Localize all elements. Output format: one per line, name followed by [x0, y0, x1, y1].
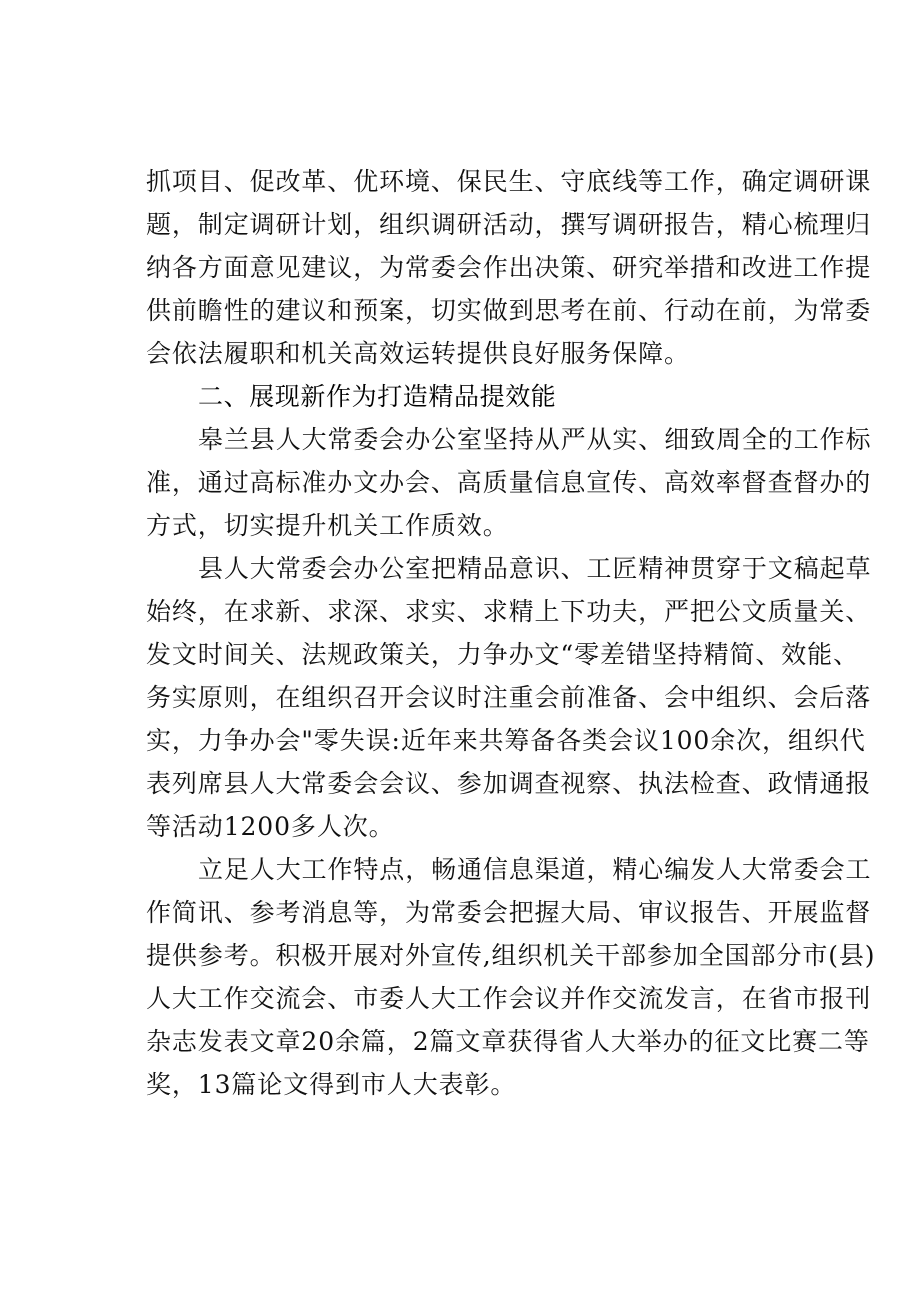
- text-line: 始终，在求新、求深、求实、求精上下功夫，严把公文质量关、: [146, 597, 872, 626]
- text-line: 准，通过高标准办文办会、高质量信息宣传、高效率督查督办的: [146, 468, 872, 497]
- text-line: 供前瞻性的建议和预案，切实做到思考在前、行动在前，为常委: [146, 296, 872, 325]
- text-line: 抓项目、促改革、优环境、保民生、守底线等工作，确定调研课: [146, 167, 872, 196]
- text-line: 纳各方面意见建议，为常委会作出决策、研究举措和改进工作提: [146, 253, 872, 282]
- text-line: 杂志发表文章20余篇，2篇文章获得省人大举办的征文比赛二等: [146, 1027, 870, 1056]
- paragraph-office-standards: [146, 418, 872, 547]
- text-line: 县人大常委会办公室把精品意识、工匠精神贯穿于文稿起草: [198, 554, 872, 583]
- document-body: [146, 160, 876, 1106]
- text-line: 提供参考。积极开展对外宣传,组织机关干部参加全国部分市(县): [146, 941, 876, 970]
- text-line: 人大工作交流会、市委人大工作会议并作交流发言，在省市报刊: [146, 984, 872, 1013]
- text-line: 作简讯、参考消息等，为常委会把握大局、审议报告、开展监督: [146, 898, 872, 927]
- text-line: 表列席县人大常委会会议、参加调查视察、执法检查、政情通报: [146, 769, 872, 798]
- text-line: 题，制定调研计划，组织调研活动，撰写调研报告，精心梳理归: [146, 210, 872, 239]
- text-line: 等活动1200多人次。: [146, 812, 395, 841]
- text-line: 立足人大工作特点，畅通信息渠道，精心编发人大常委会工: [198, 855, 872, 884]
- text-line: 方式，切实提升机关工作质效。: [146, 511, 509, 540]
- text-line: 皋兰县人大常委会办公室坚持从严从实、细致周全的工作标: [198, 425, 872, 454]
- text-line: 实，力争办会"零失误:近年来共筹备各类会议100余次，组织代: [146, 726, 866, 755]
- text-line: 发文时间关、法规政策关，力争办文“零差错坚持精简、效能、: [146, 640, 859, 669]
- paragraph-work-research: [146, 160, 872, 375]
- paragraph-information-publicity: [146, 848, 876, 1106]
- text-line: 务实原则，在组织召开会议时注重会前准备、会中组织、会后落: [146, 683, 872, 712]
- section-heading: 二、展现新作为打造精品提效能: [198, 382, 557, 411]
- text-line: 奖，13篇论文得到市人大表彰。: [146, 1070, 517, 1099]
- text-line: 会依法履职和机关高效运转提供良好服务保障。: [146, 339, 690, 368]
- paragraph-document-drafting: [146, 547, 872, 848]
